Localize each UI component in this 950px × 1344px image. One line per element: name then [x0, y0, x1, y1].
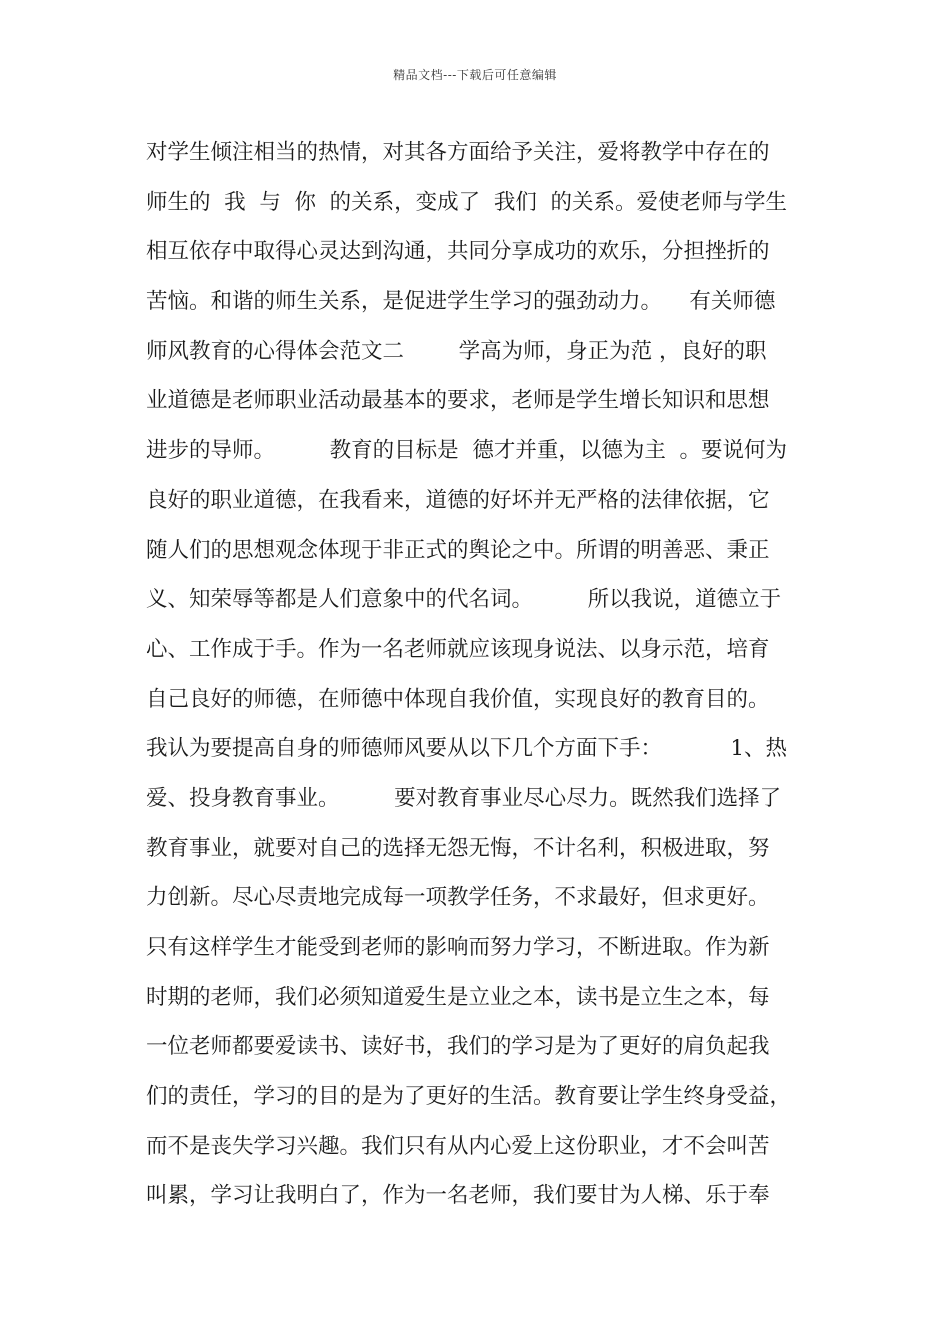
text-line: 时期的老师，我们必须知道爱生是立业之本，读书是立生之本，每 — [146, 984, 770, 1010]
text-line: 良好的职业道德，在我看来，道德的好坏并无严格的法律依据，它 — [146, 487, 770, 513]
text-line: 对学生倾注相当的热情，对其各方面给予关注，爱将教学中存在的 — [146, 140, 770, 165]
text-line: 相互依存中取得心灵达到沟通，共同分享成功的欢乐，分担挫折的 — [146, 239, 770, 265]
text-line: 一位老师都要爱读书、读好书，我们的学习是为了更好的肩负起我 — [146, 1034, 770, 1060]
page-header: 精品文档---下载后可任意编辑 — [393, 68, 557, 82]
text-line: 进步的导师。 教育的目标是 德才并重，以德为主 。要说何为 — [146, 438, 788, 464]
text-line: 苦恼。和谐的师生关系，是促进学生学习的强劲动力。 有关师德 — [146, 289, 776, 315]
text-line: 随人们的思想观念体现于非正式的舆论之中。所谓的明善恶、秉正 — [146, 537, 770, 563]
text-line: 义、知荣辱等都是人们意象中的代名词。 所以我说，道德立于 — [146, 587, 782, 613]
text-line: 叫累，学习让我明白了，作为一名老师，我们要甘为人梯、乐于奉 — [146, 1183, 770, 1209]
text-line: 业道德是老师职业活动最基本的要求，老师是学生增长知识和思想 — [146, 388, 770, 414]
text-line: 我认为要提高自身的师德师风要从以下几个方面下手： 1、热 — [146, 736, 788, 762]
document-body — [146, 128, 826, 1221]
text-line: 力创新。尽心尽责地完成每一项教学任务，不求最好，但求更好。 — [146, 885, 770, 911]
text-line: 爱、投身教育事业。 要对教育事业尽心尽力。既然我们选择了 — [146, 785, 782, 811]
text-line: 师生的 我 与 你 的关系，变成了 我们 的关系。爱使老师与学生 — [146, 189, 788, 215]
text-line: 只有这样学生才能受到老师的影响而努力学习，不断进取。作为新 — [146, 935, 770, 960]
text-line: 而不是丧失学习兴趣。我们只有从内心爱上这份职业，才不会叫苦 — [146, 1133, 770, 1159]
text-line: 师风教育的心得体会范文二 学高为师，身正为范 ，良好的职 — [146, 338, 767, 364]
text-line: 教育事业，就要对自己的选择无怨无悔，不计名利，积极进取，努 — [146, 835, 770, 861]
text-line: 们的责任，学习的目的是为了更好的生活。教育要让学生终身受益， — [146, 1084, 792, 1110]
text-line: 自己良好的师德，在师德中体现自我价值，实现良好的教育目的。 — [146, 686, 770, 712]
text-line: 心、工作成于手。作为一名老师就应该现身说法、以身示范，培育 — [146, 636, 770, 662]
